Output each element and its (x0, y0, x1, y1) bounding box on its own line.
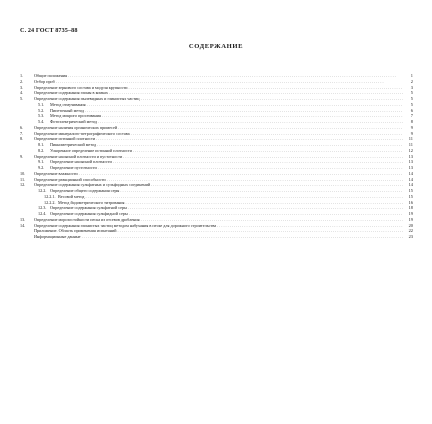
toc-entry-page: 19 (408, 211, 413, 216)
toc-entry-title: Определение истинной плотности . . . (34, 136, 403, 142)
toc-entry-title: Фотоэлектрический метод . . . (50, 119, 403, 125)
toc-entry-number: 5.1. (38, 101, 45, 107)
toc-entry-title: Общие положения . . . (34, 73, 403, 79)
toc-entry-title: Пикнометрический метод . . . (50, 142, 403, 148)
toc-entry-number: 8. (20, 136, 24, 142)
toc-entry-title: Определение зернового состава и модуля крупности . . . (34, 85, 403, 91)
toc-entry-page: 13 (408, 153, 413, 159)
toc-entry-page: 5 (410, 101, 413, 107)
toc-entry-title: Определение реакционной способности . . . (34, 177, 403, 183)
toc-entry-title: Определение морозостойкости песка из отсевов дробления . . . (34, 217, 403, 223)
toc-entry-page: 2 (410, 78, 413, 84)
toc-entry-number: 9.2. (38, 165, 45, 170)
toc-entry-title: Пипеточный метод . . . (50, 108, 403, 114)
page-header: С. 24 ГОСТ 8735–88 (20, 27, 78, 34)
toc-entry-number: 5.4. (38, 119, 45, 124)
toc-entry-page: 14 (408, 176, 413, 182)
toc-entry-title: Определение общего содержания серы . . . (50, 188, 403, 194)
toc-entry-number: 12.3. (38, 205, 47, 211)
toc-entry-page: 14 (408, 170, 413, 176)
toc-entry-page: 23 (408, 234, 413, 239)
toc-entry-page: 9 (410, 124, 413, 130)
toc-entry-number: 12.2.1. (44, 193, 56, 199)
toc-entry-page: 7 (410, 113, 413, 119)
toc-entry-title: Определение насыпной плотности . . . (50, 159, 403, 165)
toc-entry-page: 3 (410, 84, 413, 90)
toc-entry-page: 16 (408, 199, 413, 205)
toc-entry-title: Определение влажности . . . (34, 171, 403, 177)
toc-entry-title: Метод йодометрического титрования . . . (58, 200, 403, 206)
toc-entry-number: 7. (20, 130, 24, 136)
toc-entry-title: Ускоренное определение истинной плотности . . . (50, 148, 403, 154)
toc-entry-title: Отбор проб . . . (34, 79, 403, 85)
toc-entry-number: 5.2. (38, 107, 45, 113)
toc-entry-number: 12.2. (38, 188, 47, 193)
toc-entry-number: 1. (20, 73, 24, 78)
toc-entry-page: 5 (410, 90, 413, 96)
toc-entry-number: 14. (20, 222, 26, 228)
toc-entry-number: 11. (20, 176, 26, 182)
toc-entry-number: 6. (20, 124, 24, 130)
toc-entry-title: Определение насыпной плотности и пустотности . . . (34, 154, 403, 160)
toc-entry-title: Определение пустотности . . . (50, 165, 403, 171)
toc-entry-title: Метод мокрого просеивания . . . (50, 113, 403, 119)
toc-entry-title: Информационные данные . . . (34, 234, 403, 240)
toc-entry-page: 1 (410, 73, 413, 78)
toc-entry-page: 12 (408, 147, 413, 153)
toc-entry-page: 11 (408, 136, 413, 142)
toc-entry-page: 9 (410, 130, 413, 136)
toc-entry-number: 9.1. (38, 159, 45, 165)
toc-entry-title: Определение содержания сульфатной серы . . . (50, 205, 403, 211)
toc-entry-title: Определение содержания пылевидных и глинистых частиц . . . (34, 96, 403, 102)
toc-entry-number: 2. (20, 78, 24, 84)
toc-entry-number: 3. (20, 84, 24, 90)
toc-entry-page: 15 (408, 193, 413, 199)
toc-entry-page: 19 (408, 216, 413, 222)
toc-entry-title: Определение минералого-петрографического состава . . . (34, 131, 403, 137)
toc-entry-page: 13 (408, 159, 413, 165)
toc-entry-page: 6 (410, 107, 413, 113)
toc-entry-number: 8.1. (38, 142, 45, 147)
toc-entry-page: 22 (408, 228, 413, 234)
toc-entry-page: 14 (408, 182, 413, 188)
toc-entry-title: Весовой метод . . . (58, 194, 403, 200)
toc-entry-page: 13 (408, 165, 413, 170)
toc-entry-number: 9. (20, 153, 24, 159)
toc-entry-number: 5.3. (38, 113, 45, 119)
toc-entry-number: 12.4. (38, 211, 47, 216)
toc-entry-page: 8 (410, 119, 413, 124)
table-of-contents (20, 73, 413, 240)
toc-entry-title: Метод отмучивания . . . (50, 102, 403, 108)
toc-entry-page: 11 (408, 142, 413, 147)
toc-entry-title: Приложение. Область применения испытаний . . . (34, 228, 403, 234)
toc-entry-title: Определение содержания сульфидной серы . . . (50, 211, 403, 217)
toc-entry-title: Определение содержания глинистых частиц методом набухания в песке для дорожного строительства . . . (34, 223, 403, 229)
toc-entry-number: 13. (20, 216, 26, 222)
toc-entry-number: 4. (20, 90, 24, 96)
toc-entry-number: 12. (20, 182, 26, 188)
toc-entry-number: 12.2.2. (44, 199, 56, 205)
toc-entry-page: 20 (408, 222, 413, 228)
toc-entry-number: 10. (20, 170, 26, 176)
toc-entry-title: Определение содержания сульфатных и сульфидных соединений . . . (34, 182, 403, 188)
toc-entry-page: 5 (410, 96, 413, 101)
toc-entry-page: 18 (408, 205, 413, 211)
toc-entry-page: 15 (408, 188, 413, 193)
toc-entry-number: 8.2. (38, 147, 45, 153)
toc-entry-title: Определение содержания глины в комках . . . (34, 90, 403, 96)
toc-entry-number: 5. (20, 96, 24, 101)
toc-entry-title: Определение наличия органических примесей . . . (34, 125, 403, 131)
toc-entry (20, 234, 413, 240)
page-title: СОДЕРЖАНИЕ (188, 43, 244, 50)
